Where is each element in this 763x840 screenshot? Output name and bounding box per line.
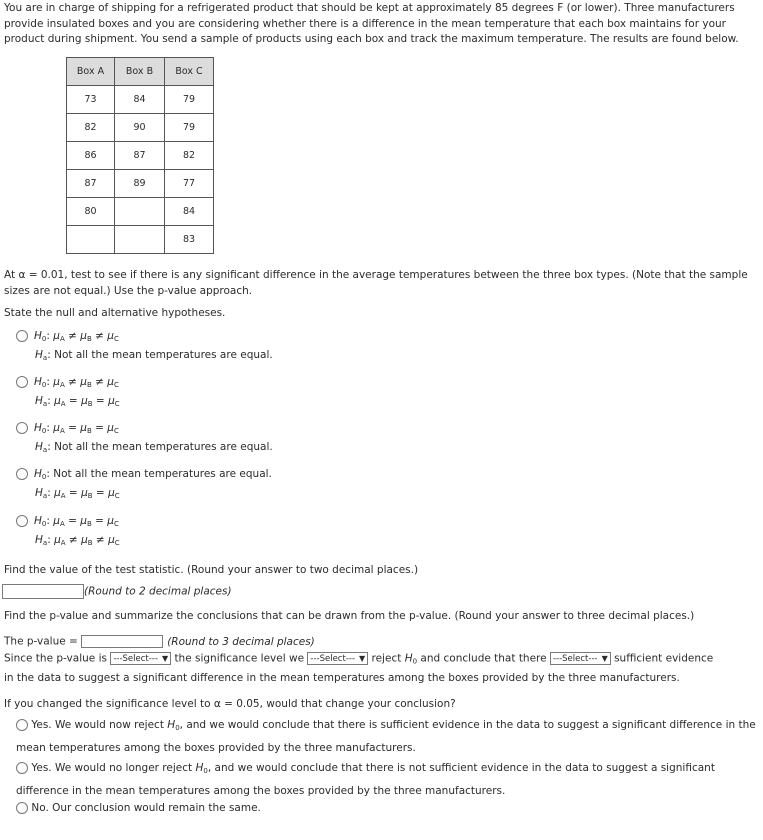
table-cell: 79: [165, 86, 214, 114]
test-statistic-input[interactable]: [2, 584, 84, 599]
table-cell: [115, 226, 165, 254]
radio-button[interactable]: [16, 762, 28, 774]
table-row: [67, 170, 214, 198]
table-row: [67, 198, 214, 226]
table-cell: 86: [67, 142, 115, 170]
p-value-row: [4, 635, 315, 648]
problem-intro: You are in charge of shipping for a refrigerated product that should be kept at approximately 85 degrees F (or lower). Three manufacturers provide insulated boxes and you are considering whether there is a difference in the mean temperature that each box maintains for your product during shipment. You send a sample of products using each box and track the maximum temperature. The results are found below.: [4, 2, 739, 45]
table-cell: 77: [165, 170, 214, 198]
chevron-down-icon: ▼: [359, 654, 366, 663]
find-test-statistic-prompt: Find the value of the test statistic. (Round your answer to two decimal places.): [4, 564, 419, 576]
chevron-down-icon: ▼: [601, 654, 608, 663]
radio-button[interactable]: [16, 330, 28, 342]
evidence-select[interactable]: ---Select--- ▼: [550, 652, 611, 665]
table-cell: 87: [67, 170, 115, 198]
table-cell: 84: [115, 86, 165, 114]
radio-button[interactable]: [16, 468, 28, 480]
table-cell: [67, 226, 115, 254]
state-hypotheses-prompt: State the null and alternative hypotheses.: [4, 307, 226, 319]
table-cell: 83: [165, 226, 214, 254]
table-cell: 79: [165, 114, 214, 142]
find-p-value-prompt: Find the p-value and summarize the conclusions that can be drawn from the p-value. (Round your answer to three decimal places.): [4, 610, 695, 622]
conclusion-continuation: in the data to suggest a significant difference in the mean temperatures among the boxes provided by the three manufacturers.: [4, 672, 680, 684]
significance-change-prompt: If you changed the significance level to α = 0.05, would that change your conclusion?: [4, 698, 456, 710]
radio-button[interactable]: [16, 719, 28, 731]
hypothesis-option-3[interactable]: $H_0$: $\mu_A = \mu_B = \mu_C$ $H_a$: Not all the mean temperatures are equal.: [16, 420, 273, 458]
table-cell: 73: [67, 86, 115, 114]
hypothesis-option-5[interactable]: $H_0$: $\mu_A = \mu_B = \mu_C$ $H_a$: $\mu_A \ne \mu_B \ne \mu_C$: [16, 513, 120, 551]
question-text: At α = 0.01, test to see if there is any significant difference in the average temperatures between the three box types. (Note that the sample sizes are not equal.) Use the p-value approach.: [4, 269, 748, 297]
hypothesis-option-1[interactable]: $H_0$: $\mu_A \ne \mu_B \ne \mu_C$ $H_a$: Not all the mean temperatures are equal.: [16, 328, 273, 366]
hypothesis-option-2[interactable]: $H_0$: $\mu_A \ne \mu_B \ne \mu_C$ $H_a$: $\mu_A = \mu_B = \mu_C$: [16, 374, 120, 412]
p-value-label: The p-value =: [4, 635, 78, 648]
sufficient-text: sufficient evidence: [614, 652, 714, 665]
header-box-c: Box C: [165, 58, 214, 86]
comparison-select[interactable]: ---Select--- ▼: [110, 652, 171, 665]
radio-button[interactable]: [16, 376, 28, 388]
table-cell: 84: [165, 198, 214, 226]
hypothesis-option-4[interactable]: $H_0$: Not all the mean temperatures are equal. $H_a$: $\mu_A = \mu_B = \mu_C$: [16, 466, 272, 504]
table-header-row: [67, 58, 214, 86]
table-cell: 89: [115, 170, 165, 198]
radio-button[interactable]: [16, 422, 28, 434]
table-cell: 80: [67, 198, 115, 226]
conclusion-row: Since the p-value is ---Select--- ▼ the significance level we ---Select--- ▼ reject $H_0$ and conclude that there ---Select--- ▼ sufficient evidence: [4, 652, 714, 666]
table-cell: 82: [165, 142, 214, 170]
conclude-text: and conclude that there: [420, 652, 547, 665]
header-box-a: Box A: [67, 58, 115, 86]
reject-select[interactable]: ---Select--- ▼: [307, 652, 368, 665]
table-row: [67, 226, 214, 254]
chevron-down-icon: ▼: [161, 654, 169, 663]
table-cell: [115, 198, 165, 226]
change-option-3[interactable]: No. Our conclusion would remain the same.: [16, 802, 261, 814]
table-row: [67, 114, 214, 142]
header-box-b: Box B: [115, 58, 165, 86]
radio-button[interactable]: [16, 802, 28, 814]
since-text: Since the p-value is: [4, 652, 107, 665]
table-cell: 90: [115, 114, 165, 142]
change-option-2[interactable]: Yes. We would no longer reject $H_0$, and we would conclude that there is not sufficient evidence in the data to suggest a significant difference in the mean temperatures among the boxes provided by the three manufacturers.: [16, 762, 715, 797]
p-value-input[interactable]: [81, 635, 163, 648]
temperature-table: [66, 57, 214, 254]
table-cell: 82: [67, 114, 115, 142]
radio-button[interactable]: [16, 515, 28, 527]
sig-level-text: the significance level we: [174, 652, 305, 665]
table-cell: 87: [115, 142, 165, 170]
round-3-note: (Round to 3 decimal places): [167, 635, 315, 648]
table-row: [67, 86, 214, 114]
test-statistic-row: [2, 584, 232, 599]
table-row: [67, 142, 214, 170]
round-2-note: (Round to 2 decimal places): [84, 585, 232, 598]
change-option-1[interactable]: Yes. We would now reject $H_0$, and we would conclude that there is sufficient evidence in the data to suggest a significant difference in the mean temperatures among the boxes provided by the three manufacturers.: [16, 719, 756, 754]
